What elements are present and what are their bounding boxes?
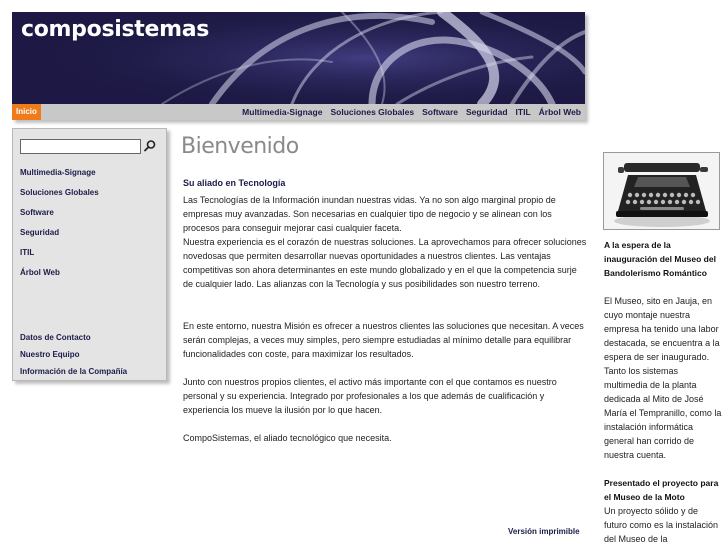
sidebar-item-software[interactable]: Software bbox=[20, 208, 54, 217]
site-logo[interactable]: composistemas bbox=[21, 17, 210, 42]
page-title: Bienvenido bbox=[181, 134, 299, 159]
paragraph-personal: Junto con nuestros propios clientes, el activo más importante con el que contamos es nuestro personal y su experiencia. Integrado por profesionales a los que además de cualificación y experiencia los mueve la ilusión por lo que hacen. bbox=[183, 377, 557, 415]
sidebar-item-datos-contacto[interactable]: Datos de Contacto bbox=[20, 333, 91, 342]
sidebar-item-multimedia-signage[interactable]: Multimedia-Signage bbox=[20, 168, 96, 177]
sidebar-item-itil[interactable]: ITIL bbox=[20, 248, 35, 257]
news-body-museo-bandolerismo: El Museo, sito en Jauja, en cuyo montaje nuestra empresa ha tenido una labor destacada, se encuentra a la espera de ser inaugurado. Tanto los sistemas multimedia de la planta dedicada al Mito de José María el Tempranillo, como la instalación informática general han corrido de nuestra cuenta. bbox=[604, 296, 722, 460]
nav-link-soluciones-globales[interactable]: Soluciones Globales bbox=[330, 107, 415, 117]
news-body-museo-moto: Un proyecto sólido y de futuro como es la instalación del Museo de la bbox=[604, 506, 719, 544]
header-banner bbox=[12, 12, 585, 104]
top-nav-bar bbox=[12, 104, 585, 120]
paragraph-intro: Las Tecnologías de la Información inundan nuestras vidas. Ya no son algo marginal propio de empresas muy avanzadas. Son necesarias en cualquier tipo de negocio y se alinean con los procesos para conseguir mejorar casi cualquier faceta. bbox=[183, 195, 556, 233]
sidebar-item-nuestro-equipo[interactable]: Nuestro Equipo bbox=[20, 350, 80, 359]
news-typewriter-image[interactable] bbox=[603, 152, 720, 230]
nav-link-arbol-web[interactable]: Árbol Web bbox=[538, 107, 581, 117]
section-subtitle: Su aliado en Tecnología bbox=[183, 178, 286, 188]
search-input[interactable] bbox=[20, 139, 141, 154]
nav-link-itil[interactable]: ITIL bbox=[515, 107, 531, 117]
search-icon[interactable] bbox=[143, 139, 157, 153]
nav-link-multimedia-signage[interactable]: Multimedia-Signage bbox=[242, 107, 323, 117]
nav-home-link[interactable]: Inicio bbox=[12, 104, 41, 120]
sidebar bbox=[12, 128, 167, 381]
sidebar-item-soluciones-globales[interactable]: Soluciones Globales bbox=[20, 188, 99, 197]
sidebar-item-arbol-web[interactable]: Árbol Web bbox=[20, 268, 60, 277]
news-title-museo-bandolerismo[interactable]: A la espera de la inauguración del Museo del Bandolerismo Romántico bbox=[604, 240, 716, 278]
nav-link-seguridad[interactable]: Seguridad bbox=[465, 107, 508, 117]
sidebar-item-informacion-compania[interactable]: Información de la Compañía bbox=[20, 367, 128, 376]
sidebar-item-seguridad[interactable]: Seguridad bbox=[20, 228, 60, 237]
news-title-museo-moto[interactable]: Presentado el proyecto para el Museo de la Moto bbox=[604, 478, 719, 502]
print-version-link[interactable]: Versión imprimible bbox=[508, 527, 580, 536]
paragraph-closing: CompoSistemas, el aliado tecnológico que necesita. bbox=[183, 433, 392, 443]
top-nav-links bbox=[242, 104, 581, 120]
paragraph-mision: En este entorno, nuestra Misión es ofrecer a nuestros clientes las soluciones que necesitan. A veces serán complejas, a veces muy simples, pero siempre estudiadas al mínimo detalle para equilibrar funcionalidades con coste, para maximizar los resultados. bbox=[183, 321, 584, 359]
typewriter-icon bbox=[604, 153, 720, 230]
paragraph-experiencia: Nuestra experiencia es el corazón de nuestras soluciones. La aprovechamos para ofrecer soluciones novedosas que permiten desarrollar nuevas oportunidades a nuestros clientes. Las ventajas competitivas son ahora determinantes en este mundo globalizado y en el que la competencia surje de cualquier lado. Las alianzas con la Tecnología y sus posibilidades son nuestro terreno. bbox=[183, 237, 587, 289]
nav-link-software[interactable]: Software bbox=[422, 107, 458, 117]
